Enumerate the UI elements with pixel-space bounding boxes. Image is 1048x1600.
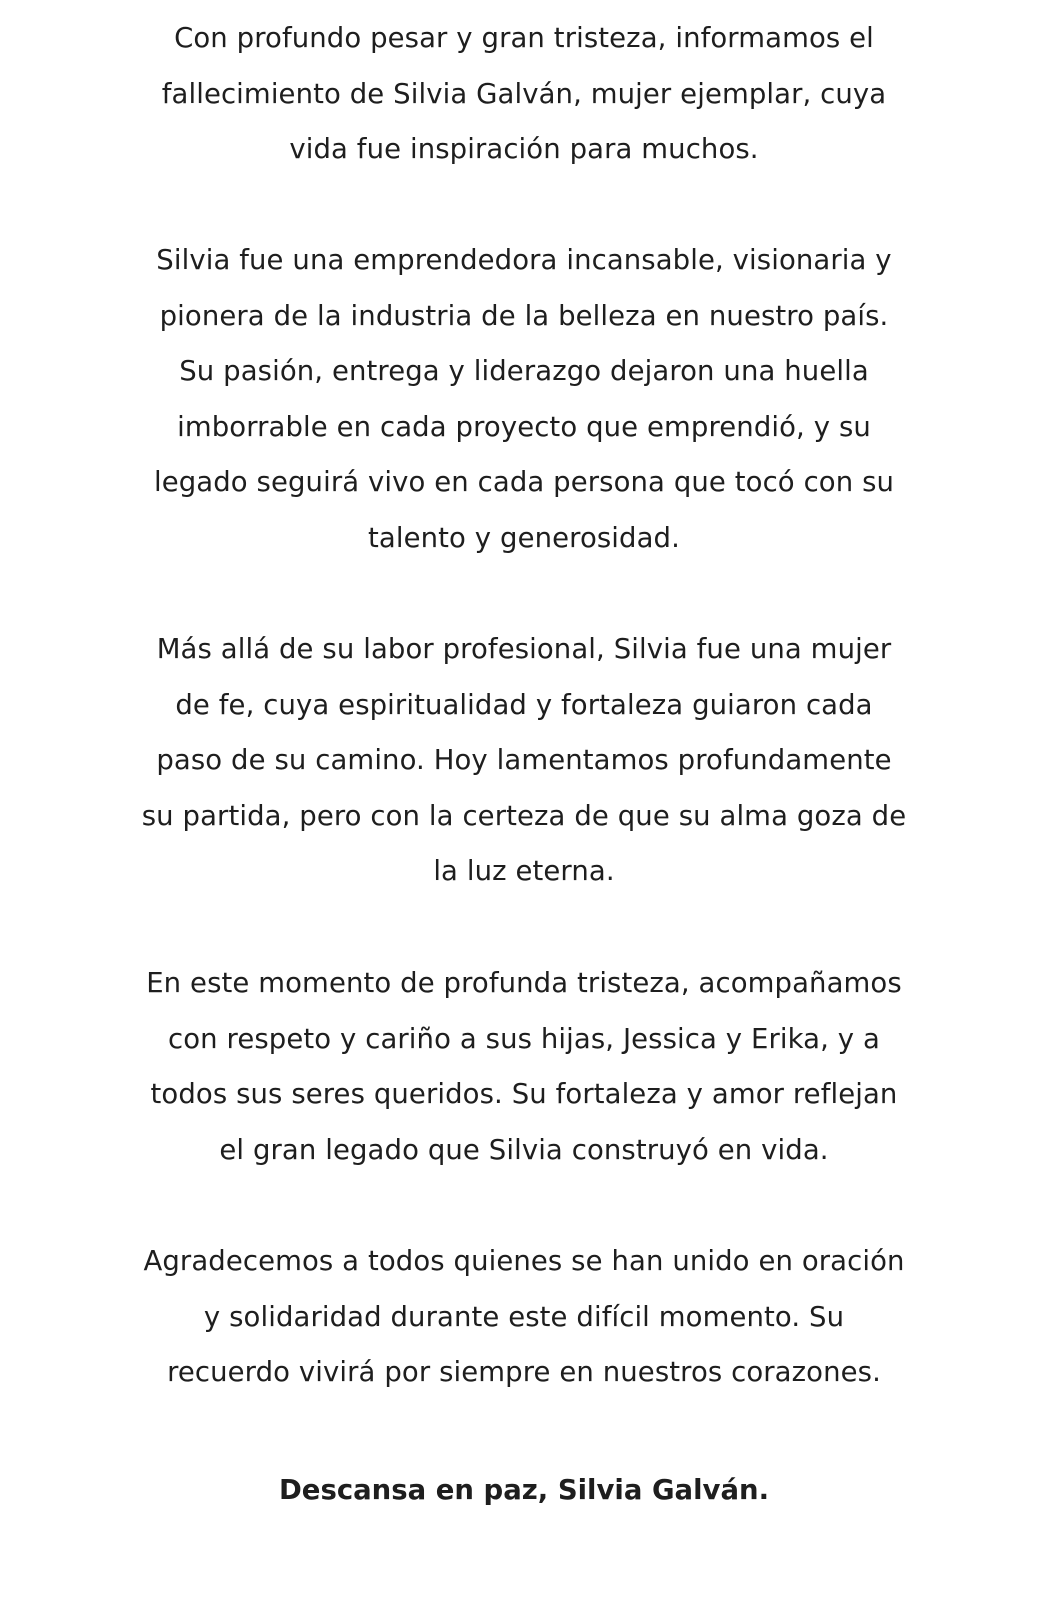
- paragraph-line: talento y generosidad.: [368, 521, 680, 554]
- paragraph-line: recuerdo vivirá por siempre en nuestros corazones.: [167, 1356, 881, 1389]
- paragraph-line: el gran legado que Silvia construyó en vida.: [219, 1133, 829, 1166]
- paragraph-faith: [0, 622, 1048, 900]
- paragraph-family: [0, 956, 1048, 1178]
- paragraph-gratitude: [0, 1234, 1048, 1401]
- paragraph-line: Silvia fue una emprendedora incansable, visionaria y: [156, 244, 892, 276]
- paragraph-line: imborrable en cada proyecto que emprendió, y su: [177, 410, 871, 443]
- paragraph-line: Agradecemos a todos quienes se han unido en oración: [143, 1245, 905, 1277]
- paragraph-line: todos sus seres queridos. Su fortaleza y amor reflejan: [150, 1078, 898, 1111]
- paragraph-line: con respeto y cariño a sus hijas, Jessica y Erika, y a: [168, 1022, 880, 1055]
- paragraph-career: [0, 233, 1048, 567]
- closing-line: Descansa en paz, Silvia Galván.: [278, 1474, 770, 1506]
- paragraph-line: vida fue inspiración para muchos.: [289, 133, 759, 166]
- paragraph-line: fallecimiento de Silvia Galván, mujer ejemplar, cuya: [161, 77, 887, 110]
- paragraph-announcement: [0, 11, 1048, 178]
- paragraph-line: pionera de la industria de la belleza en nuestro país.: [159, 299, 889, 332]
- paragraph-line: y solidaridad durante este difícil momento. Su: [203, 1300, 845, 1333]
- paragraph-line: de fe, cuya espiritualidad y fortaleza guiaron cada: [175, 688, 873, 721]
- paragraph-line: Su pasión, entrega y liderazgo dejaron una huella: [179, 355, 869, 388]
- paragraph-line: la luz eterna.: [433, 855, 615, 888]
- paragraph-line: Con profundo pesar y gran tristeza, informamos el: [174, 22, 874, 54]
- paragraph-line: Más allá de su labor profesional, Silvia fue una mujer: [156, 633, 892, 665]
- paragraph-line: paso de su camino. Hoy lamentamos profundamente: [156, 744, 892, 777]
- paragraph-line: su partida, pero con la certeza de que su alma goza de: [141, 799, 907, 832]
- paragraph-line: En este momento de profunda tristeza, acompañamos: [146, 967, 902, 999]
- paragraph-line: legado seguirá vivo en cada persona que tocó con su: [153, 466, 895, 499]
